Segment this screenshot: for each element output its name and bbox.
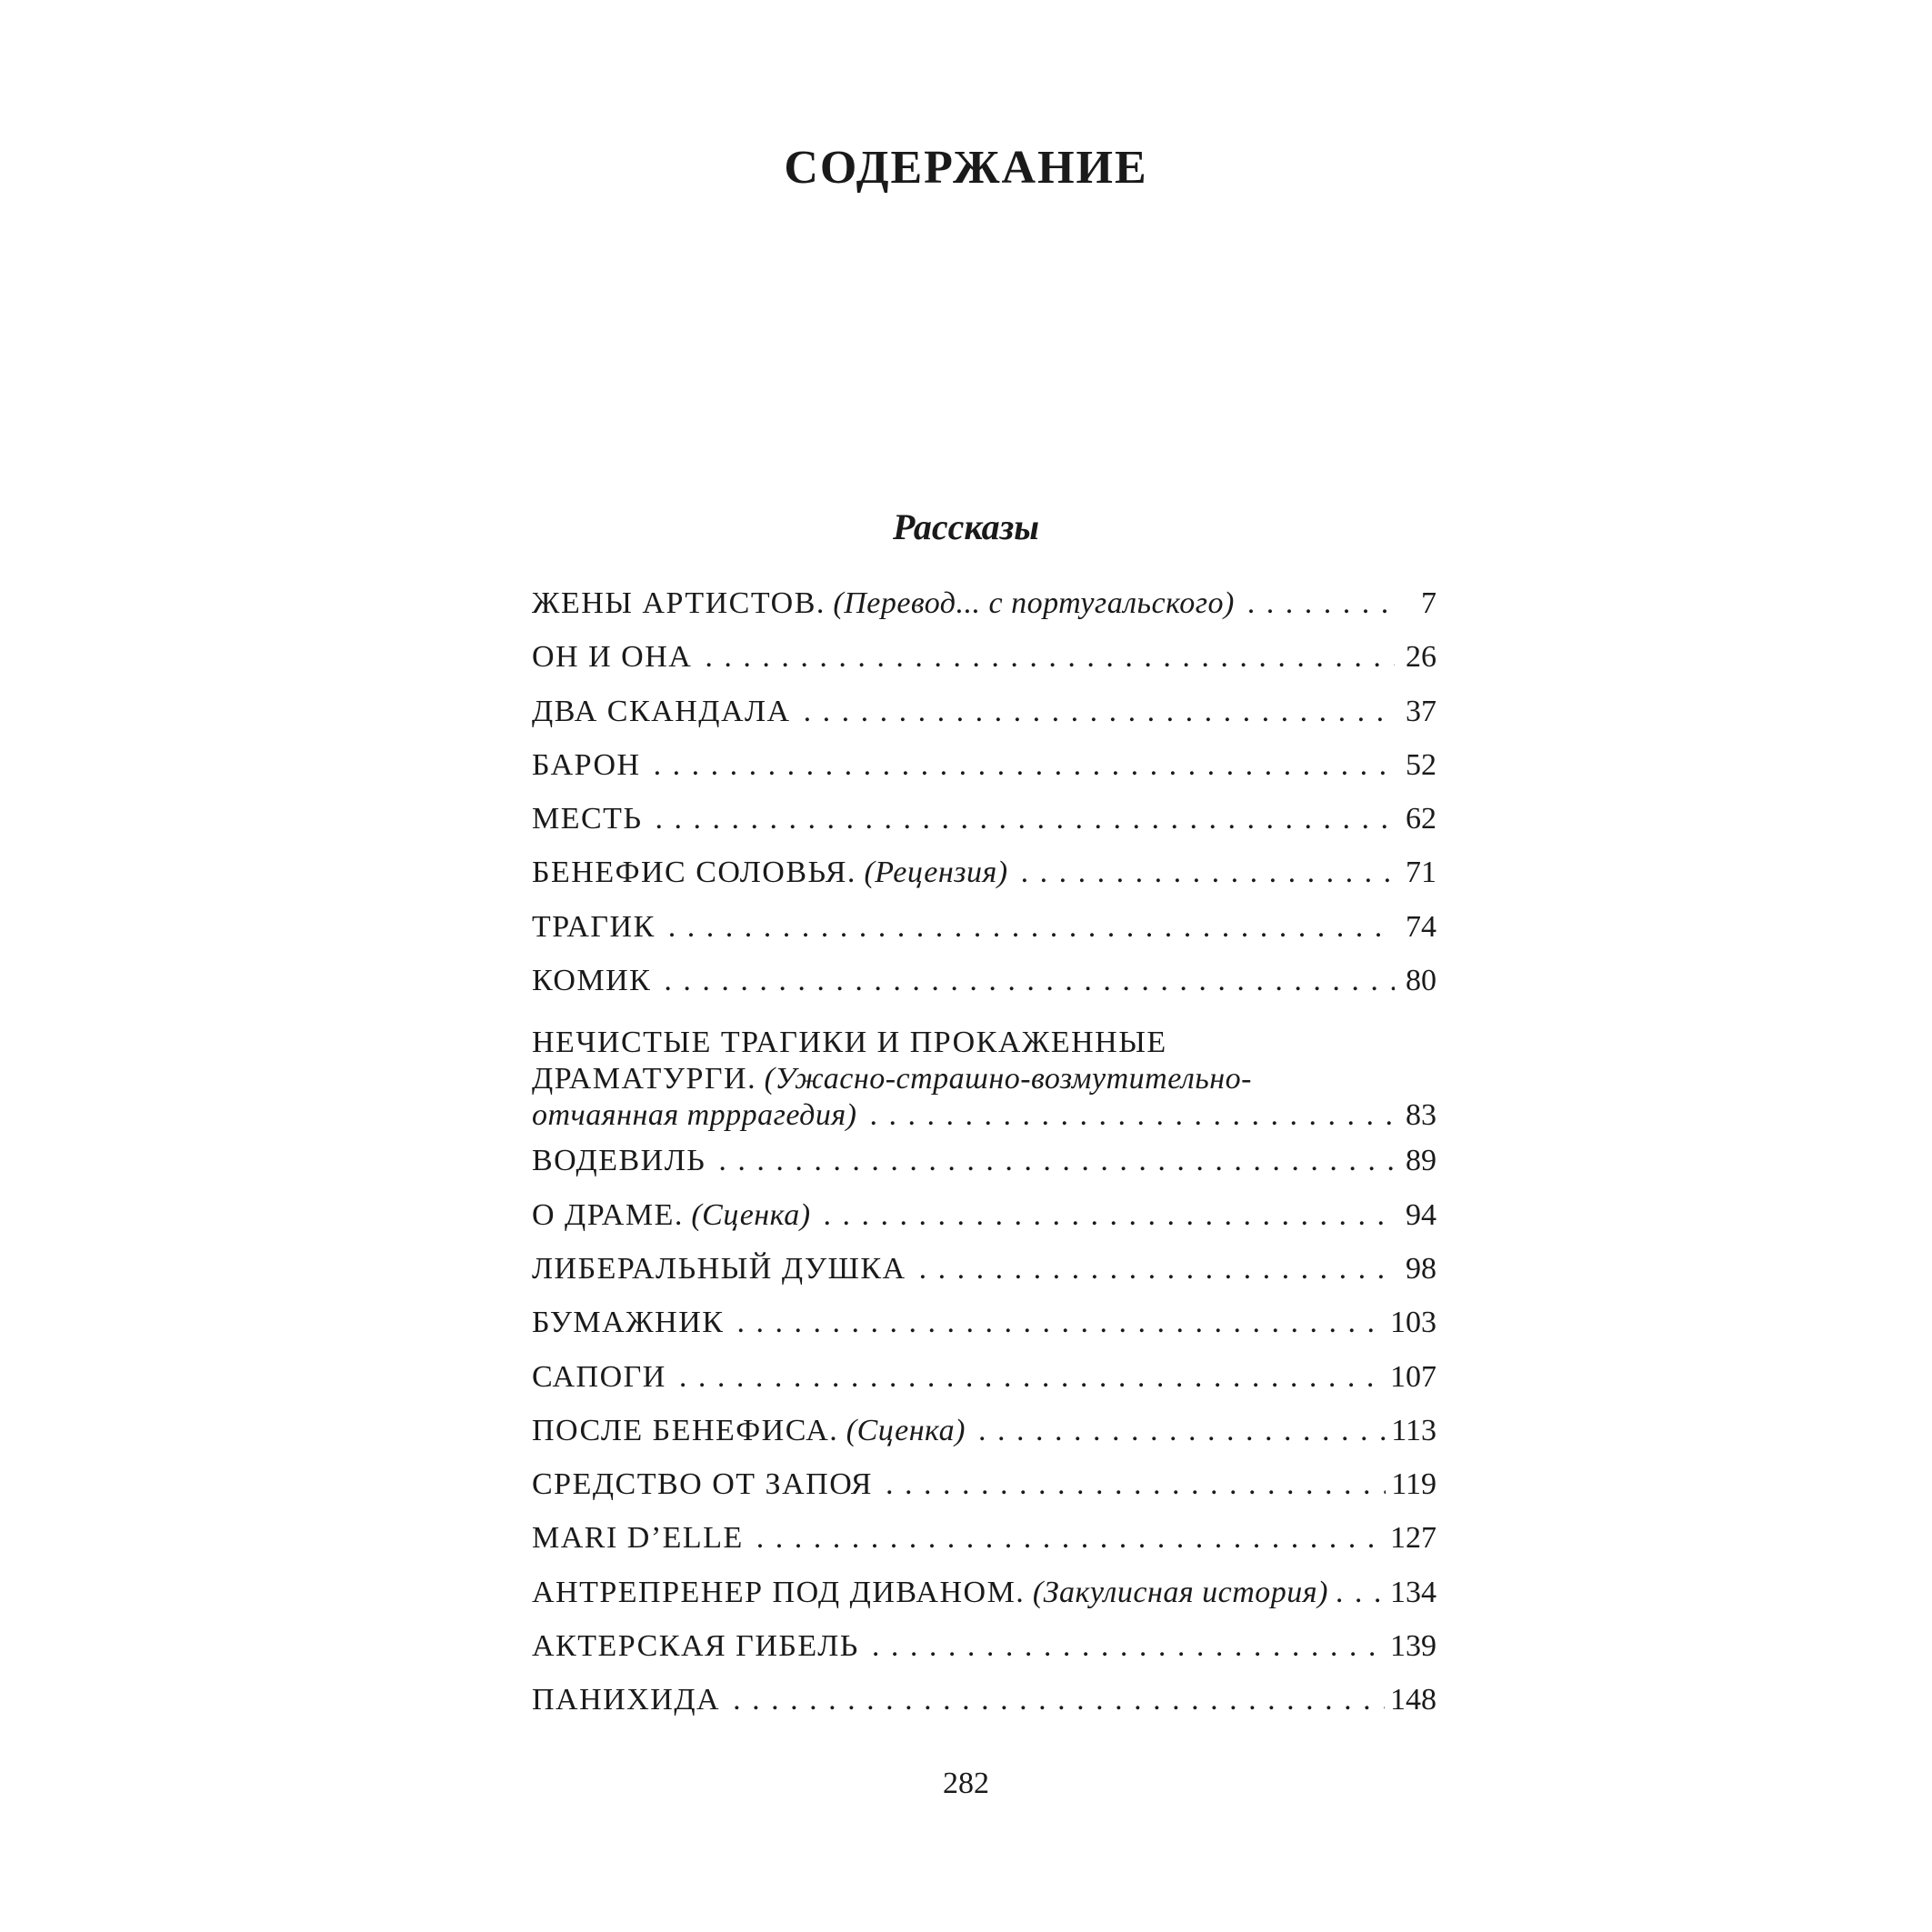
toc-entry: [532, 802, 1436, 856]
toc-entry-subtitle: (Перевод... с португальского): [833, 586, 1235, 620]
toc-entry-title: ТРАГИК: [532, 909, 656, 944]
toc-entry-title: MARI D’ELLE: [532, 1521, 744, 1556]
dot-leader: [870, 1097, 1395, 1134]
toc-entry: [532, 1360, 1436, 1414]
toc-entry-page: 94: [1406, 1197, 1436, 1232]
toc-entry-title: ЛИБЕРАЛЬНЫЙ ДУШКА: [532, 1251, 906, 1286]
page-title: СОДЕРЖАНИЕ: [784, 142, 1148, 194]
toc-entry-subtitle: (Сценка): [691, 1197, 811, 1232]
toc-entry: [532, 695, 1436, 748]
toc-entry-page: 26: [1406, 640, 1436, 675]
toc-entry-title: ДВА СКАНДАЛА: [532, 694, 791, 728]
toc-entry-title: АКТЕРСКАЯ ГИБЕЛЬ: [532, 1629, 859, 1664]
toc-entry-page: 98: [1406, 1251, 1436, 1286]
toc-entry: [532, 1521, 1436, 1575]
toc-entry: [532, 1683, 1436, 1737]
toc-entry-subtitle-continued: отчаянная трррагедия): [532, 1098, 857, 1133]
dot-leader: [1021, 856, 1395, 890]
toc-entry-page: 107: [1390, 1359, 1436, 1394]
dot-leader: [705, 640, 1395, 675]
toc-entry-title: САПОГИ: [532, 1359, 666, 1394]
dot-leader: [679, 1360, 1385, 1395]
toc-entry-page: 7: [1421, 586, 1436, 620]
toc-entry-title: ЖЕНЫ АРТИСТОВ.: [532, 586, 826, 620]
toc-entry: [532, 1017, 1436, 1144]
toc-entry-title: ОН И ОНА: [532, 640, 693, 675]
toc-entry-title: АНТРЕПРЕНЕР ПОД ДИВАНОМ.: [532, 1575, 1026, 1609]
dot-leader: [654, 748, 1395, 783]
toc-entry-page: 134: [1390, 1575, 1436, 1609]
toc-entry-title: О ДРАМЕ.: [532, 1197, 684, 1232]
toc-entry-title: БЕНЕФИС СОЛОВЬЯ.: [532, 856, 856, 890]
toc-entry-page: 119: [1391, 1467, 1436, 1502]
dot-leader: [736, 1306, 1385, 1340]
toc-entry-title: ПОСЛЕ БЕНЕФИСА.: [532, 1413, 839, 1447]
toc-entry: [532, 910, 1436, 964]
toc-entry-page: 37: [1406, 694, 1436, 728]
toc-entry-subtitle: (Рецензия): [864, 856, 1008, 890]
toc-entry: [532, 748, 1436, 802]
table-of-contents: [532, 586, 1436, 1737]
toc-entry: [532, 856, 1436, 909]
dot-leader: [1336, 1576, 1385, 1610]
toc-entry: [532, 1629, 1436, 1683]
dot-leader: [872, 1629, 1385, 1664]
toc-entry-title: СРЕДСТВО ОТ ЗАПОЯ: [532, 1467, 873, 1502]
toc-entry: [532, 1252, 1436, 1306]
toc-entry: [532, 640, 1436, 694]
toc-entry-page: 80: [1406, 964, 1436, 998]
toc-entry-page: 83: [1406, 1098, 1436, 1133]
dot-leader: [978, 1414, 1386, 1448]
toc-entry-page: 52: [1406, 747, 1436, 782]
toc-entry-subtitle: (Сценка): [846, 1413, 966, 1447]
toc-entry-subtitle: (Ужасно-страшно-возмутительно-: [764, 1062, 1252, 1096]
dot-leader: [1247, 586, 1395, 621]
toc-entry-page: 148: [1390, 1683, 1436, 1717]
dot-leader: [655, 802, 1395, 836]
toc-entry-title: КОМИК: [532, 964, 652, 998]
dot-leader: [804, 695, 1395, 729]
toc-entry-title: НЕЧИСТЫЕ ТРАГИКИ И ПРОКАЖЕННЫЕ: [532, 1026, 1167, 1060]
toc-entry-title: МЕСТЬ: [532, 802, 643, 836]
toc-entry: [532, 1198, 1436, 1252]
dot-leader: [756, 1521, 1385, 1556]
dot-leader: [718, 1144, 1395, 1178]
toc-entry-title: ВОДЕВИЛЬ: [532, 1144, 706, 1178]
toc-entry-subtitle: (Закулисная история): [1032, 1575, 1328, 1609]
toc-entry-page: 113: [1391, 1413, 1436, 1447]
section-title: Рассказы: [892, 506, 1040, 547]
dot-leader: [886, 1467, 1386, 1502]
toc-entry: [532, 1414, 1436, 1467]
dot-leader: [664, 964, 1395, 998]
toc-entry: [532, 964, 1436, 1017]
dot-leader: [668, 910, 1395, 945]
toc-entry-page: 71: [1406, 856, 1436, 890]
toc-entry: [532, 1576, 1436, 1629]
toc-entry: [532, 1467, 1436, 1521]
toc-entry-page: 127: [1390, 1521, 1436, 1556]
toc-entry-title: БАРОН: [532, 747, 641, 782]
page-number: 282: [943, 1767, 989, 1800]
toc-entry-page: 139: [1390, 1629, 1436, 1664]
toc-entry-title: БУМАЖНИК: [532, 1306, 725, 1340]
toc-entry: [532, 1144, 1436, 1197]
toc-entry: [532, 586, 1436, 640]
toc-entry-page: 62: [1406, 802, 1436, 836]
toc-entry-title: ПАНИХИДА: [532, 1683, 721, 1717]
toc-entry-page: 89: [1406, 1144, 1436, 1178]
dot-leader: [733, 1683, 1385, 1717]
toc-entry: [532, 1306, 1436, 1359]
toc-entry-page: 74: [1406, 909, 1436, 944]
dot-leader: [824, 1198, 1395, 1233]
toc-entry-title-continued: ДРАМАТУРГИ.: [532, 1062, 757, 1096]
toc-entry-page: 103: [1390, 1306, 1436, 1340]
dot-leader: [919, 1252, 1395, 1286]
